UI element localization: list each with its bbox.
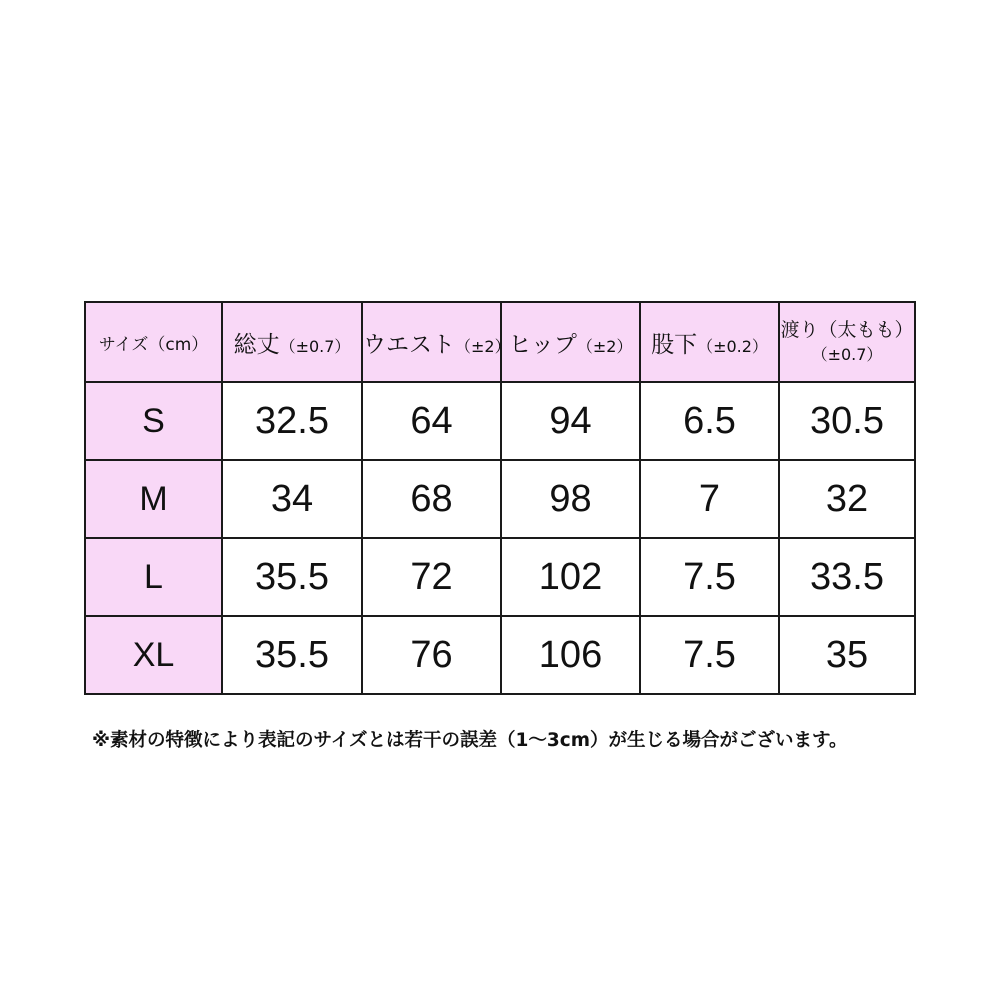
cell-length: 34 bbox=[222, 460, 362, 538]
cell-thigh: 33.5 bbox=[779, 538, 915, 616]
table-row bbox=[85, 382, 915, 460]
cell-inseam: 7.5 bbox=[640, 538, 779, 616]
cell-thigh: 35 bbox=[779, 616, 915, 694]
header-length-tolerance: （±0.7） bbox=[279, 336, 351, 356]
table-row bbox=[85, 538, 915, 616]
cell-hip: 94 bbox=[501, 382, 640, 460]
header-inseam-tolerance: （±0.2） bbox=[697, 336, 768, 356]
cell-waist: 76 bbox=[362, 616, 501, 694]
size-disclaimer-note: ※素材の特徴により表記のサイズとは若干の誤差（1～3cm）が生じる場合がございます。 bbox=[92, 730, 848, 751]
header-length bbox=[222, 302, 362, 382]
cell-waist: 64 bbox=[362, 382, 501, 460]
cell-thigh: 30.5 bbox=[779, 382, 915, 460]
row-size-label: S bbox=[85, 382, 222, 460]
header-waist bbox=[362, 302, 511, 382]
header-hip-tolerance: （±2） bbox=[576, 336, 633, 356]
header-inseam bbox=[640, 302, 779, 382]
cell-length: 35.5 bbox=[222, 538, 362, 616]
cell-hip: 98 bbox=[501, 460, 640, 538]
header-hip-label: ヒップ bbox=[508, 331, 577, 358]
row-size-label: L bbox=[85, 538, 222, 616]
header-length-label: 総丈 bbox=[233, 331, 280, 358]
cell-waist: 68 bbox=[362, 460, 501, 538]
row-size-label: XL bbox=[85, 616, 222, 694]
cell-thigh: 32 bbox=[779, 460, 915, 538]
header-waist-label: ウエスト bbox=[363, 331, 455, 358]
cell-hip: 106 bbox=[501, 616, 640, 694]
table-row bbox=[85, 616, 915, 694]
cell-waist: 72 bbox=[362, 538, 501, 616]
header-thigh-tolerance: （±0.7） bbox=[811, 344, 883, 364]
size-chart-table bbox=[84, 301, 916, 695]
cell-length: 32.5 bbox=[222, 382, 362, 460]
header-waist-tolerance: （±2） bbox=[455, 336, 511, 356]
cell-length: 35.5 bbox=[222, 616, 362, 694]
header-thigh bbox=[779, 302, 915, 382]
header-row bbox=[85, 302, 915, 382]
header-thigh-label: 渡り（太もも） bbox=[780, 318, 914, 341]
cell-inseam: 7 bbox=[640, 460, 779, 538]
cell-hip: 102 bbox=[501, 538, 640, 616]
size-unit-header: サイズ（cm） bbox=[85, 302, 222, 382]
header-hip bbox=[501, 302, 640, 382]
row-size-label: M bbox=[85, 460, 222, 538]
cell-inseam: 7.5 bbox=[640, 616, 779, 694]
cell-inseam: 6.5 bbox=[640, 382, 779, 460]
table-row bbox=[85, 460, 915, 538]
header-inseam-label: 股下 bbox=[651, 331, 698, 358]
